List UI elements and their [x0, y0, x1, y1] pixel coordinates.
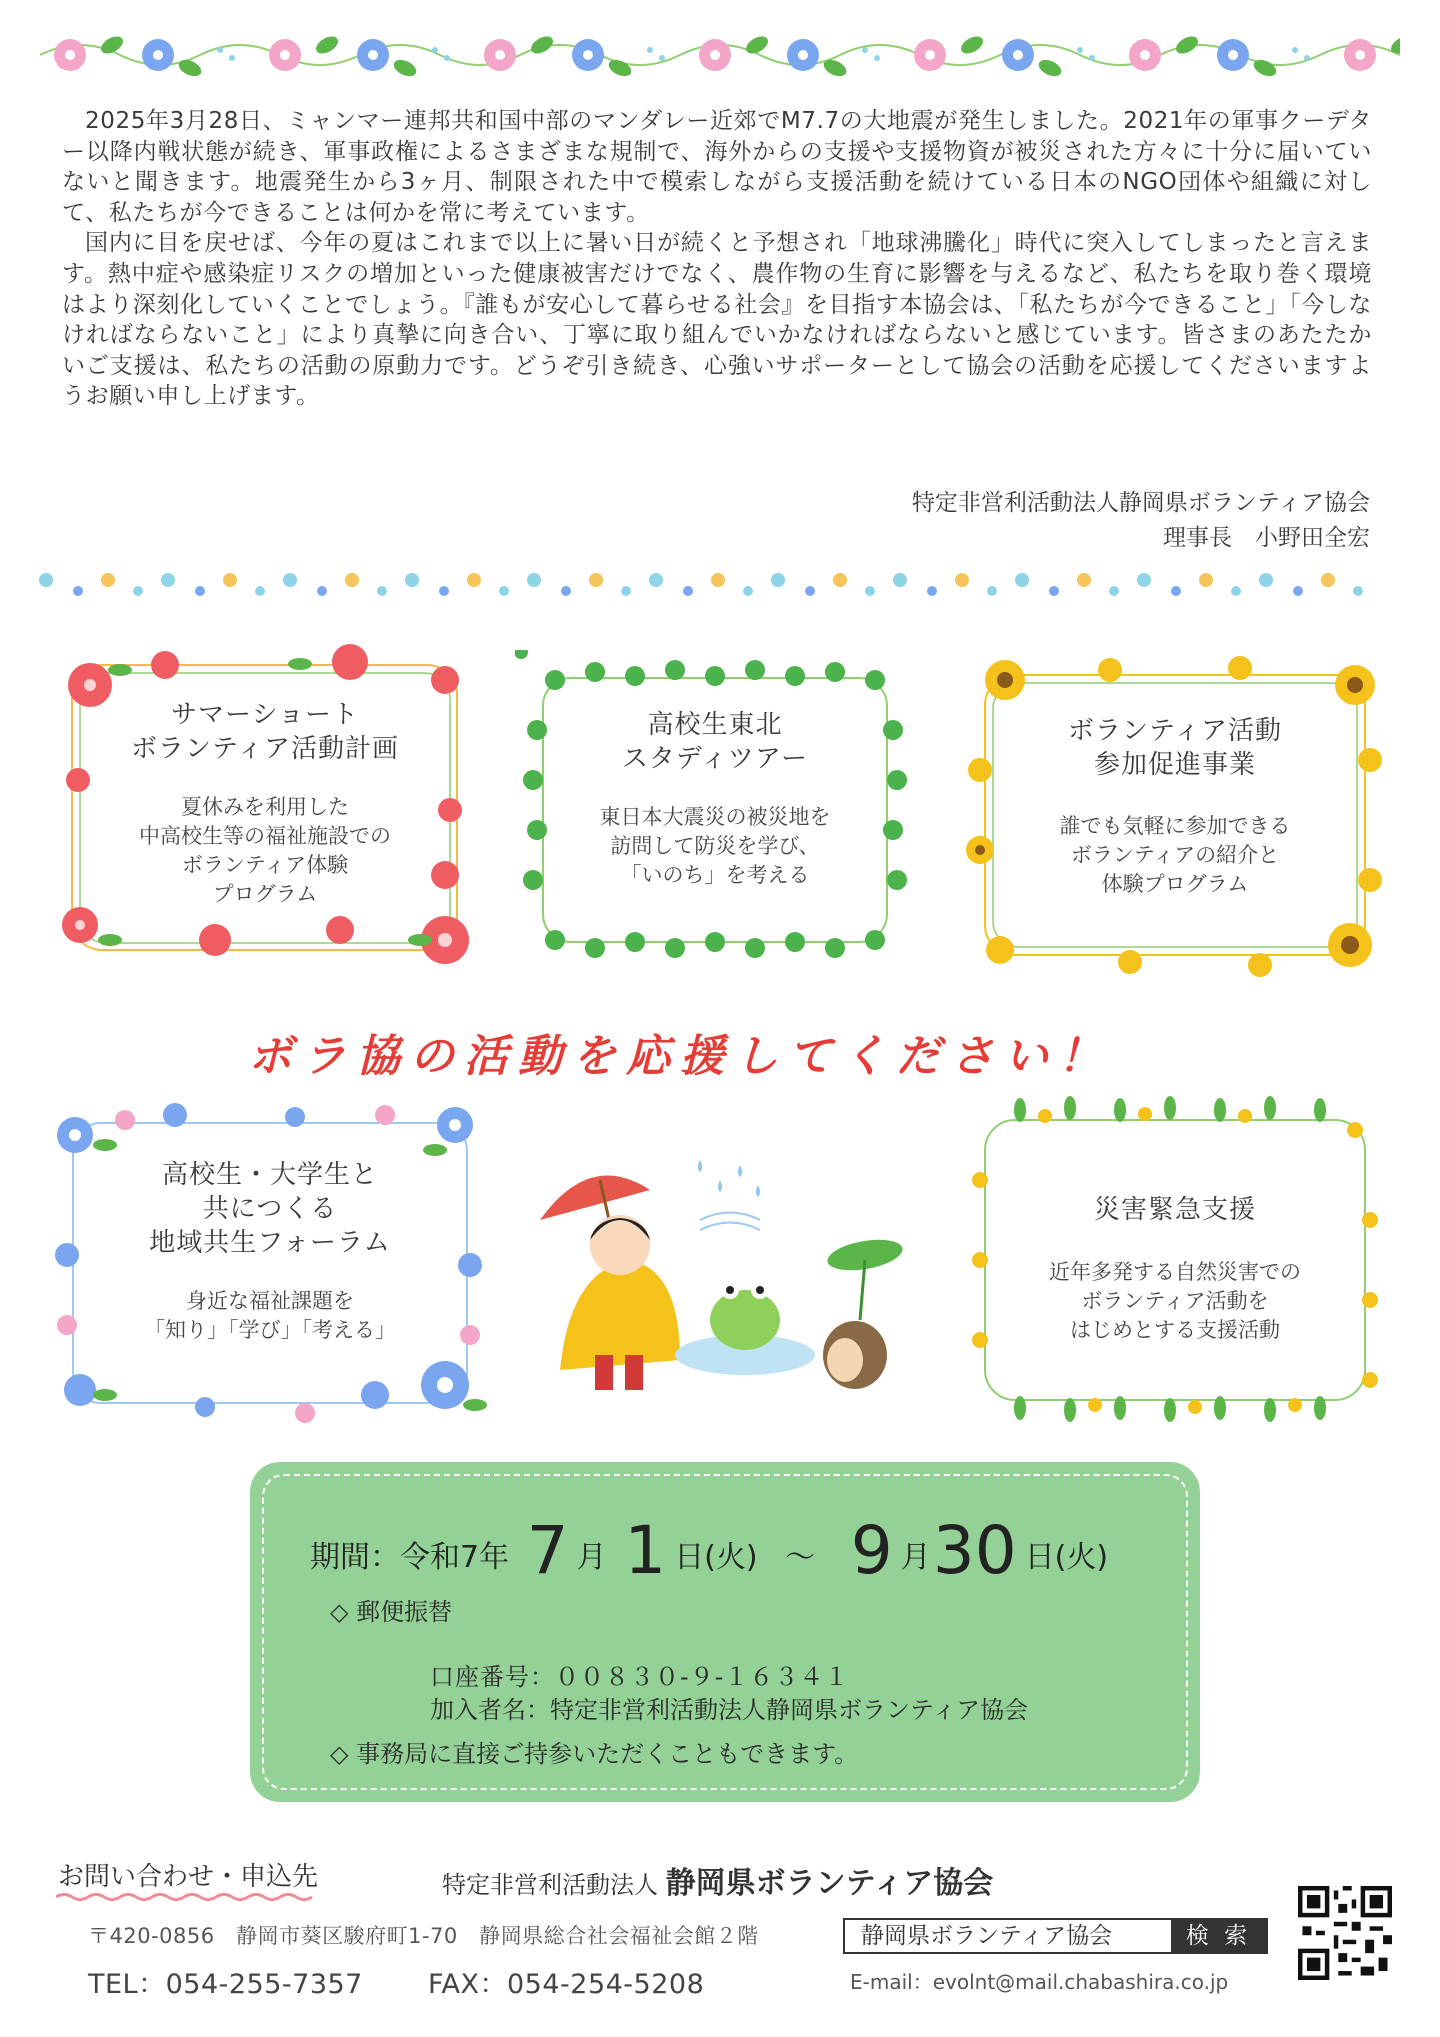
search-query[interactable]: 静岡県ボランティア協会 [861, 1923, 1113, 1949]
dotted-divider [36, 565, 1406, 605]
org-prefix: 特定非営利活動法人 [442, 1871, 658, 1899]
address: 〒420-0856 静岡市葵区駿府町1-70 静岡県総合社会福祉会館２階 [88, 1924, 759, 1948]
period-month-char: 月 [576, 1540, 607, 1575]
card-coexistence-forum [45, 1095, 495, 1430]
period-end-day: 30 [932, 1512, 1017, 1589]
period-end-dow: 日(火) [1024, 1540, 1109, 1575]
search-button[interactable]: 検 索 [1171, 1920, 1266, 1952]
card-body-line: 訪問して防災を学び、 [610, 834, 820, 858]
card-body-line: はじめとする支援活動 [1070, 1318, 1280, 1342]
fax: FAX：054-254-5208 [427, 1969, 705, 2000]
card-body-line: ボランティア体験 [181, 853, 349, 877]
card-body-line: ボランティアの紹介と [1070, 843, 1280, 867]
email[interactable]: E-mail：evolnt@mail.chabashira.co.jp [850, 1970, 1229, 1994]
card-body-line: プログラム [212, 882, 318, 906]
card-body-line: 夏休みを利用した [181, 795, 349, 819]
card-title-line1: ボランティア活動 [1068, 716, 1282, 746]
signature-org: 特定非営利活動法人静岡県ボランティア協会 [911, 490, 1370, 516]
period-start-month: 7 [526, 1512, 569, 1589]
card-body [960, 812, 1390, 899]
direct-delivery-note: ◇ 事務局に直接ご持参いただくこともできます。 [330, 1740, 859, 1768]
card-volunteer-participation [960, 650, 1390, 980]
card-title-line1: サマーショート [171, 700, 359, 730]
postal-transfer: ◇ 郵便振替 [330, 1598, 453, 1626]
card-title-line2: 参加促進事業 [1093, 750, 1256, 780]
tel: TEL：054-255-7357 [88, 1969, 363, 2000]
phone-numbers [88, 1962, 704, 2001]
card-body-line: 「知り」「学び」「考える」 [144, 1318, 396, 1342]
morning-glory-frame [45, 1095, 495, 1430]
card-title-line2: 共につくる [202, 1194, 338, 1224]
card-body [50, 793, 480, 909]
card-body-line: 身近な福祉課題を [186, 1289, 354, 1313]
search-box[interactable] [843, 1918, 1268, 1954]
card-title-line1: 高校生東北 [647, 710, 783, 740]
period-tilde: ～ [785, 1540, 816, 1575]
account-holder: 加入者名：特定非営利活動法人静岡県ボランティア協会 [430, 1696, 1029, 1724]
slogan: ボラ協の活動を応援してください！ [248, 1031, 1112, 1082]
card-body [515, 803, 915, 890]
signature [912, 486, 1370, 556]
account-number: 口座番号：００８３０-９-１６３４１ [430, 1663, 850, 1691]
period-label: 期間：令和7年 [310, 1540, 510, 1575]
card-disaster-support [960, 1090, 1390, 1430]
card-body-line: ボランティア活動を [1081, 1289, 1269, 1313]
card-body-line: 体験プログラム [1101, 872, 1249, 896]
org-main-name: 静岡県ボランティア協会 [665, 1866, 994, 1901]
card-body-line: 誰でも気軽に参加できる [1059, 814, 1291, 838]
morning-glory-garland [40, 20, 1400, 90]
period-month-char: 月 [900, 1540, 931, 1575]
message-paragraph-1: 2025年3月28日、ミャンマー連邦共和国中部のマンダレー近郊でM7.7の大地震が発生しました。2021年の軍事クーデター以降内戦状態が続き、軍事政権によるさまざまな規制で、海外からの支援や支援物資が被災された方々に十分に届いていないと聞きます。地震発生から3ヶ月、制限された中で模索しながら支援活動を続けている日本のNGO団体や組織に対して、私たちが今できることは何かを常に考えています。 [62, 108, 1372, 226]
donation-period [310, 1512, 1108, 1589]
donation-info-box [250, 1462, 1200, 1802]
card-title-line3: 地域共生フォーラム [149, 1228, 391, 1258]
card-body-line: 中高校生等の福祉施設での [139, 824, 391, 848]
period-end-month: 9 [850, 1512, 893, 1589]
card-title-line2: スタディツアー [621, 744, 809, 774]
message-paragraph-2: 国内に目を戻せば、今年の夏はこれまで以上に暑い日が続くと予想され「地球沸騰化」時代に突入してしまったと言えます。熱中症や感染症リスクの増加といった健康被害だけでなく、農作物の生育に影響を与えるなど、私たちを取り巻く環境はより深刻化していくことでしょう。『誰もが安心して暮らせる社会』を目指す本協会は、「私たちが今できること」「今しなければならないこと」により真摯に向き合い、丁寧に取り組んでいかなければならないと感じています。皆さまのあたたかいご支援は、私たちの活動の原動力です。どうぞ引き続き、心強いサポーターとして協会の活動を応援してくださいますようお願い申し上げます。 [62, 230, 1373, 410]
girl-frog-hedgehog-illustration [530, 1140, 910, 1400]
card-summer-short [50, 640, 480, 975]
signature-person: 理事長 小野田全宏 [1163, 525, 1370, 551]
card-body-line: 東日本大震災の被災地を [599, 805, 831, 829]
greeting-message [62, 106, 1372, 412]
card-body [45, 1287, 495, 1345]
contact-underline [56, 1892, 321, 1902]
card-body [960, 1258, 1390, 1345]
card-body-line: 「いのち」を考える [620, 863, 810, 887]
card-title-line2: ボランティア活動計画 [131, 734, 399, 764]
card-tohoku-study-tour [515, 650, 915, 970]
period-start-day: 1 [624, 1512, 667, 1589]
period-start-dow: 日(火) [674, 1540, 758, 1575]
qr-code-icon [1298, 1886, 1392, 1980]
card-title-line1: 高校生・大学生と [161, 1160, 378, 1190]
card-body-line: 近年多発する自然災害での [1049, 1260, 1301, 1284]
card-title-line1: 災害緊急支援 [1093, 1195, 1256, 1225]
contact-label: お問い合わせ・申込先 [58, 1862, 319, 1892]
organization-name [442, 1858, 993, 1902]
